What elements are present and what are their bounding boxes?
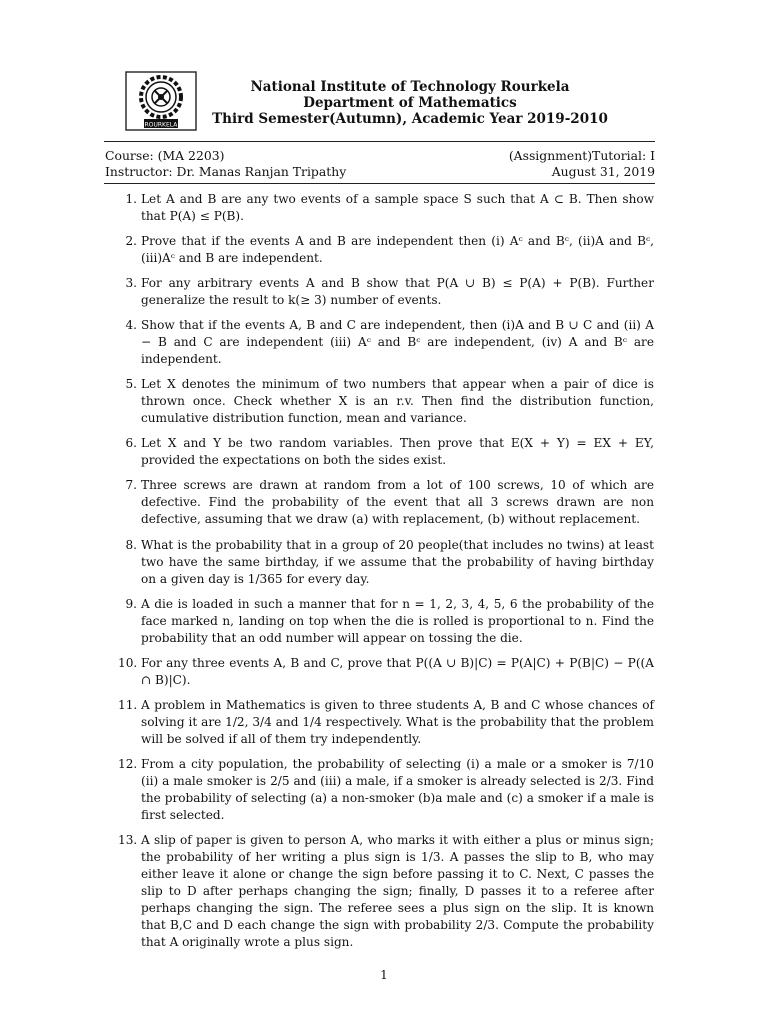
question-number: 13. xyxy=(118,833,138,847)
question-text: A problem in Mathematics is given to three students A, B and C whose chances of solving it are 1/2, 3/4 and 1/4 respectively. What is the probability that the problem will be solved if all of them try independently. xyxy=(141,698,654,746)
question-number: 3. xyxy=(125,276,137,290)
semester-line: Third Semester(Autumn), Academic Year 2019-2010 xyxy=(212,111,608,127)
question-text: For any arbitrary events A and B show that P(A ∪ B) ≤ P(A) + P(B). Further generalize the result to k(≥ 3) number of events. xyxy=(141,276,654,307)
institute-name: National Institute of Technology Rourkela xyxy=(250,79,570,95)
question-number: 10. xyxy=(118,656,138,670)
department-name: Department of Mathematics xyxy=(303,95,517,111)
header-rule-top xyxy=(104,141,655,142)
question-text: A die is loaded in such a manner that for n = 1, 2, 3, 4, 5, 6 the probability of the face marked n, landing on top when the die is rolled is proportional to n. Find the probability that an odd number will appear on tossing the die. xyxy=(141,597,654,645)
question-number: 2. xyxy=(125,234,137,248)
question-number: 8. xyxy=(125,538,137,552)
question-number: 7. xyxy=(125,478,137,492)
question-text: Let X and Y be two random variables. Then prove that E(X + Y) = EX + EY, provided the expectations on both the sides exist. xyxy=(141,436,654,467)
question-text: From a city population, the probability of selecting (i) a male or a smoker is 7/10 (ii) a male smoker is 2/5 and (iii) a male, if a smoker is already selected is 2/3. Find the probability of selecting (a) a non-smoker (b)a male and (c) a smoker if a male is first selected. xyxy=(141,757,654,822)
question-number: 4. xyxy=(125,318,137,332)
question-text: What is the probability that in a group of 20 people(that includes no twins) at least two have the same birthday, if we assume that the probability of having birthday on a given day is 1/365 for every day. xyxy=(141,538,654,586)
question-number: 12. xyxy=(118,757,138,771)
institute-logo xyxy=(124,70,198,132)
question-text: Three screws are drawn at random from a lot of 100 screws, 10 of which are defective. Find the probability of the event that all 3 screws drawn are non defective, assuming that we draw (a) with replacement, (b) without replacement. xyxy=(141,478,654,526)
question-text: A slip of paper is given to person A, who marks it with either a plus or minus sign; the probability of her writing a plus sign is 1/3. A passes the slip to B, who may either leave it alone or change the sign before passing it to C. Next, C passes the slip to D after perhaps changing the sign; finally, D passes it to a referee after perhaps changing the sign. The referee sees a plus sign on the slip. It is known that B,C and D each change the sign with probability 2/3. Compute the probability that A originally wrote a plus sign. xyxy=(141,833,654,949)
question-number: 6. xyxy=(125,436,137,450)
question-text: Prove that if the events A and B are independent then (i) Aᶜ and Bᶜ, (ii)A and Bᶜ,(iii)Aᶜ and B are independent. xyxy=(141,234,654,265)
header-rule-bottom xyxy=(104,183,655,184)
question-number: 11. xyxy=(118,698,138,712)
svg-text:ROURKELA: ROURKELA xyxy=(144,121,178,129)
question-text: For any three events A, B and C, prove that P((A ∪ B)|C) = P(A|C) + P(B|C) − P((A ∩ B)|C). xyxy=(141,656,654,687)
course-code: Course: (MA 2203) xyxy=(105,148,225,163)
instructor-name: Instructor: Dr. Manas Ranjan Tripathy xyxy=(105,164,347,179)
page-number: 1 xyxy=(380,968,388,982)
assignment-label: (Assignment)Tutorial: I xyxy=(508,148,655,163)
question-text: Let A and B are any two events of a sample space S such that A ⊂ B. Then show that P(A) ≤ P(B). xyxy=(141,192,654,223)
question-text: Show that if the events A, B and C are independent, then (i)A and B ∪ C and (ii) A − B and C are independent (iii) Aᶜ and Bᶜ are independent, (iv) A and Bᶜ are independent. xyxy=(141,318,654,366)
assignment-date: August 31, 2019 xyxy=(551,164,655,179)
question-number: 5. xyxy=(125,377,137,391)
question-text: Let X denotes the minimum of two numbers that appear when a pair of dice is thrown once. Check whether X is an r.v. Then find the distribution function, cumulative distribution function, mean and variance. xyxy=(141,377,654,425)
question-number: 1. xyxy=(125,192,137,206)
question-number: 9. xyxy=(125,597,137,611)
